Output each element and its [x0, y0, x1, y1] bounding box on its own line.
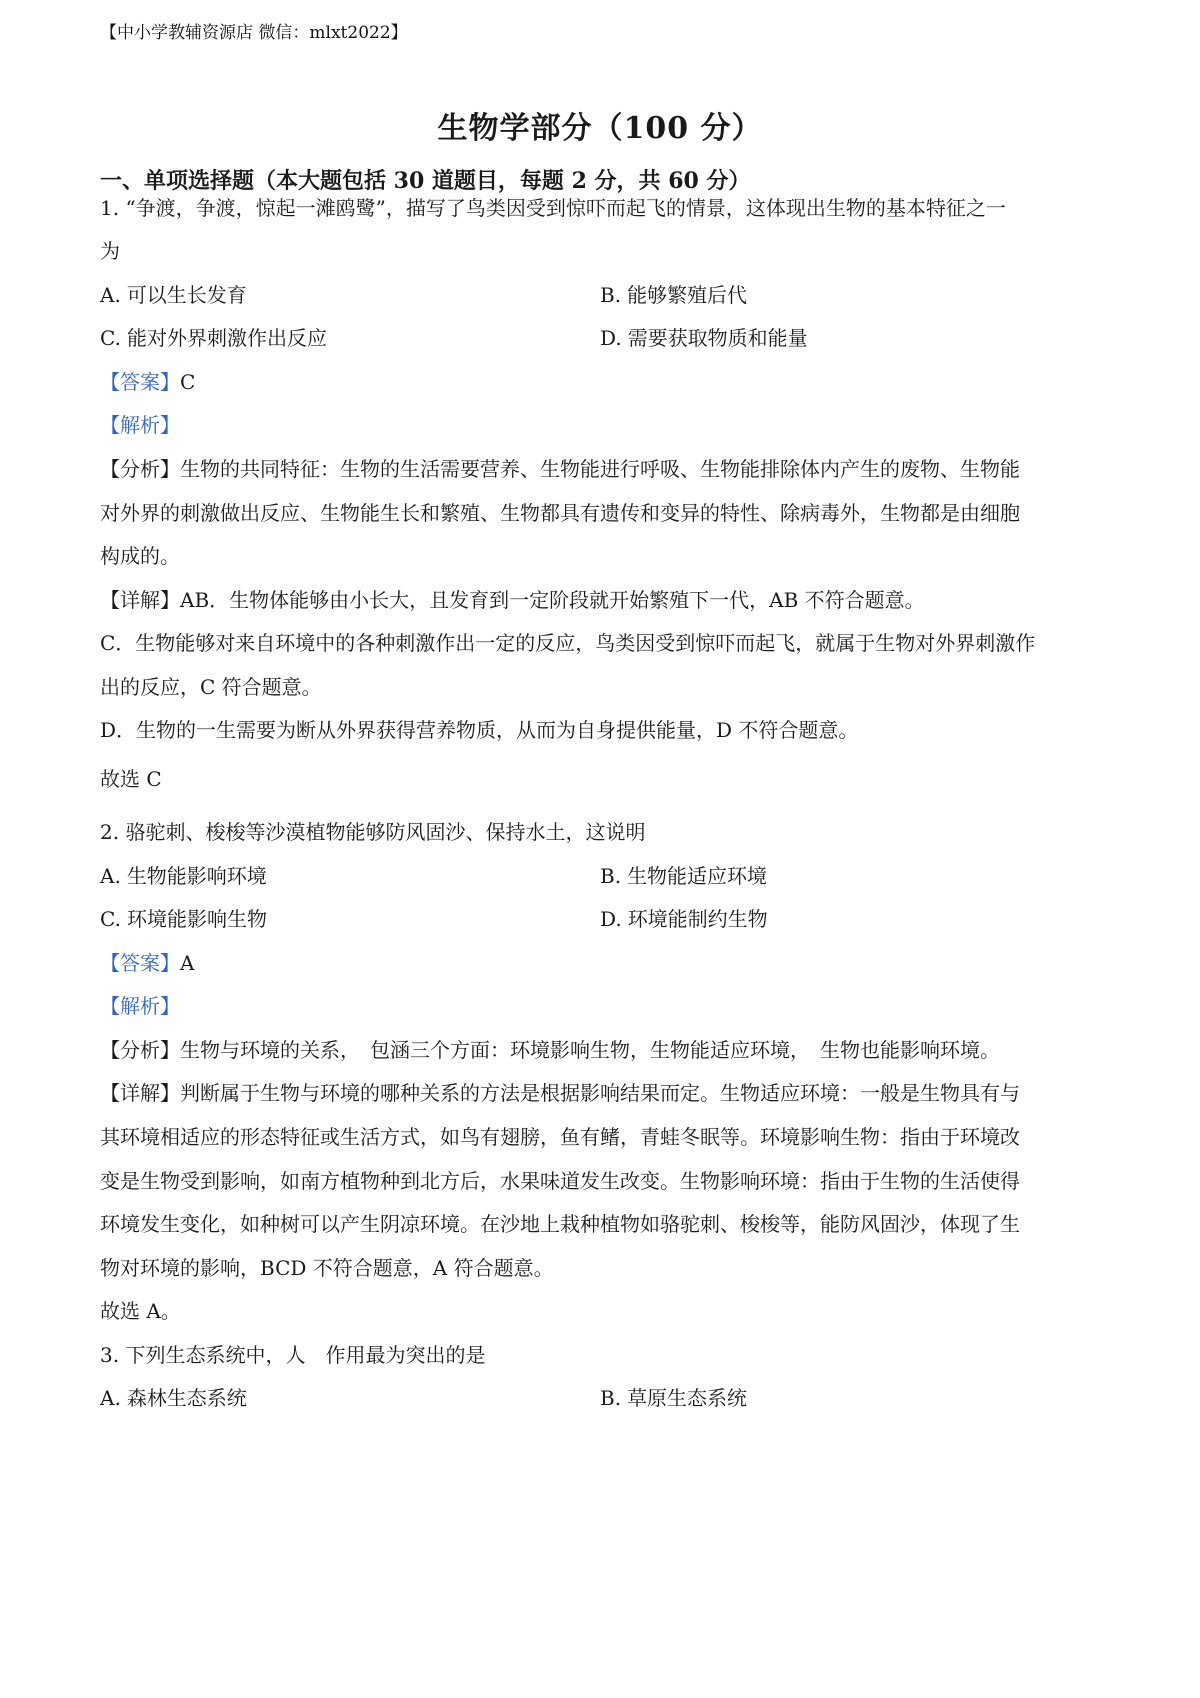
option-text: 生物能适应环境 [627, 864, 768, 888]
q1-fenxi-line-2: 对外界的刺激做出反应、生物能生长和繁殖、生物都具有遗传和变异的特性、除病毒外，生物都是由细胞 [100, 501, 1020, 525]
q3-option-a [100, 1384, 247, 1412]
q1-fenxi-line-1 [100, 455, 1100, 483]
watermark-text: 【中小学教辅资源店 微信：mlxt2022】 [100, 23, 408, 43]
option-text: 森林生态系统 [126, 1386, 247, 1410]
q2-fenxi-line-1 [100, 1036, 1100, 1064]
q2-xiangjie-line-1 [100, 1079, 1100, 1107]
q1-option-a [100, 281, 247, 309]
q2-xiangjie-line-5: 物对环境的影响，BCD 不符合题意，A 符合题意。 [100, 1256, 554, 1280]
jiexi-tag: 【解析】 [100, 994, 180, 1018]
q2-option-c [100, 905, 267, 933]
option-text: 环境能影响生物 [126, 907, 267, 931]
answer-value: A [180, 951, 195, 975]
option-text: 可以生长发育 [126, 283, 247, 307]
xiangjie-text: AB．生物体能够由小长大，且发育到一定阶段就开始繁殖下一代，AB 不符合题意。 [180, 588, 925, 612]
q1-xiangjie-line-4: D．生物的一生需要为断从外界获得营养物质，从而为自身提供能量，D 不符合题意。 [100, 718, 859, 742]
jiexi-tag: 【解析】 [100, 413, 180, 437]
q1-xiangjie-line-2: C．生物能够对来自环境中的各种刺激作出一定的反应，鸟类因受到惊吓而起飞，就属于生物对外界刺激作 [100, 631, 1036, 655]
q2-xiangjie-line-4: 环境发生变化，如种树可以产生阴凉环境。在沙地上栽种植物如骆驼刺、梭梭等，能防风固沙，体现了生 [100, 1212, 1020, 1236]
option-label: C. [100, 326, 121, 350]
q2-stem: 2. 骆驼刺、梭梭等沙漠植物能够防风固沙、保持水土，这说明 [100, 820, 646, 844]
q1-option-b [600, 281, 747, 309]
xiangjie-tag: 【详解】 [100, 1081, 180, 1105]
q2-option-d [600, 905, 768, 933]
option-label: C. [100, 907, 121, 931]
answer-tag: 【答案】 [100, 370, 180, 394]
q2-option-b [600, 862, 767, 890]
q1-xiangjie-line-1 [100, 586, 1100, 614]
q1-conclusion: 故选 C [100, 767, 162, 791]
q1-fenxi-line-3: 构成的。 [100, 544, 180, 568]
option-label: D. [600, 907, 622, 931]
option-text: 能对外界刺激作出反应 [126, 326, 327, 350]
q1-option-d [600, 324, 808, 352]
q2-xiangjie-line-2: 其环境相适应的形态特征或生活方式，如鸟有翅膀，鱼有鳍，青蛙冬眠等。环境影响生物：指由于环境改 [100, 1125, 1020, 1149]
q1-stem-line-2: 为 [100, 239, 120, 263]
option-label: B. [600, 283, 622, 307]
q1-xiangjie-line-3: 出的反应，C 符合题意。 [100, 675, 322, 699]
q3-option-b [600, 1384, 747, 1412]
option-text: 草原生态系统 [627, 1386, 748, 1410]
option-text: 需要获取物质和能量 [627, 326, 808, 350]
xiangjie-tag: 【详解】 [100, 588, 180, 612]
q1-answer [100, 368, 1100, 396]
option-label: B. [600, 1386, 622, 1410]
answer-value: C [180, 370, 196, 394]
q2-option-a [100, 862, 267, 890]
q2-answer [100, 949, 1100, 977]
q2-conclusion: 故选 A。 [100, 1299, 181, 1323]
option-label: B. [600, 864, 622, 888]
q1-stem-line-1: 1. “争渡，争渡，惊起一滩鸥鹭”，描写了鸟类因受到惊吓而起飞的情景，这体现出生物的基本特征之一 [100, 196, 1006, 220]
page-title: 生物学部分（100 分） [437, 111, 763, 146]
option-label: D. [600, 326, 622, 350]
fenxi-text: 生物的共同特征：生物的生活需要营养、生物能进行呼吸、生物能排除体内产生的废物、生物能 [180, 457, 1020, 481]
q3-stem: 3. 下列生态系统中，人 作用最为突出的是 [100, 1343, 486, 1367]
fenxi-text: 生物与环境的关系， 包涵三个方面：环境影响生物，生物能适应环境， 生物也能影响环境。 [180, 1038, 1000, 1062]
fenxi-tag: 【分析】 [100, 1038, 180, 1062]
fenxi-tag: 【分析】 [100, 457, 180, 481]
option-text: 环境能制约生物 [627, 907, 768, 931]
option-text: 能够繁殖后代 [627, 283, 748, 307]
answer-tag: 【答案】 [100, 951, 180, 975]
q1-jiexi [100, 411, 1100, 439]
q1-option-c [100, 324, 327, 352]
option-text: 生物能影响环境 [126, 864, 267, 888]
q2-xiangjie-line-3: 变是生物受到影响，如南方植物种到北方后，水果味道发生改变。生物影响环境：指由于生物的生活使得 [100, 1169, 1020, 1193]
option-label: A. [100, 1386, 121, 1410]
q2-jiexi [100, 992, 1100, 1020]
section-heading: 一、单项选择题（本大题包括 30 道题目，每题 2 分，共 60 分） [100, 168, 751, 194]
xiangjie-text: 判断属于生物与环境的哪种关系的方法是根据影响结果而定。生物适应环境：一般是生物具有与 [180, 1081, 1020, 1105]
option-label: A. [100, 283, 121, 307]
option-label: A. [100, 864, 121, 888]
